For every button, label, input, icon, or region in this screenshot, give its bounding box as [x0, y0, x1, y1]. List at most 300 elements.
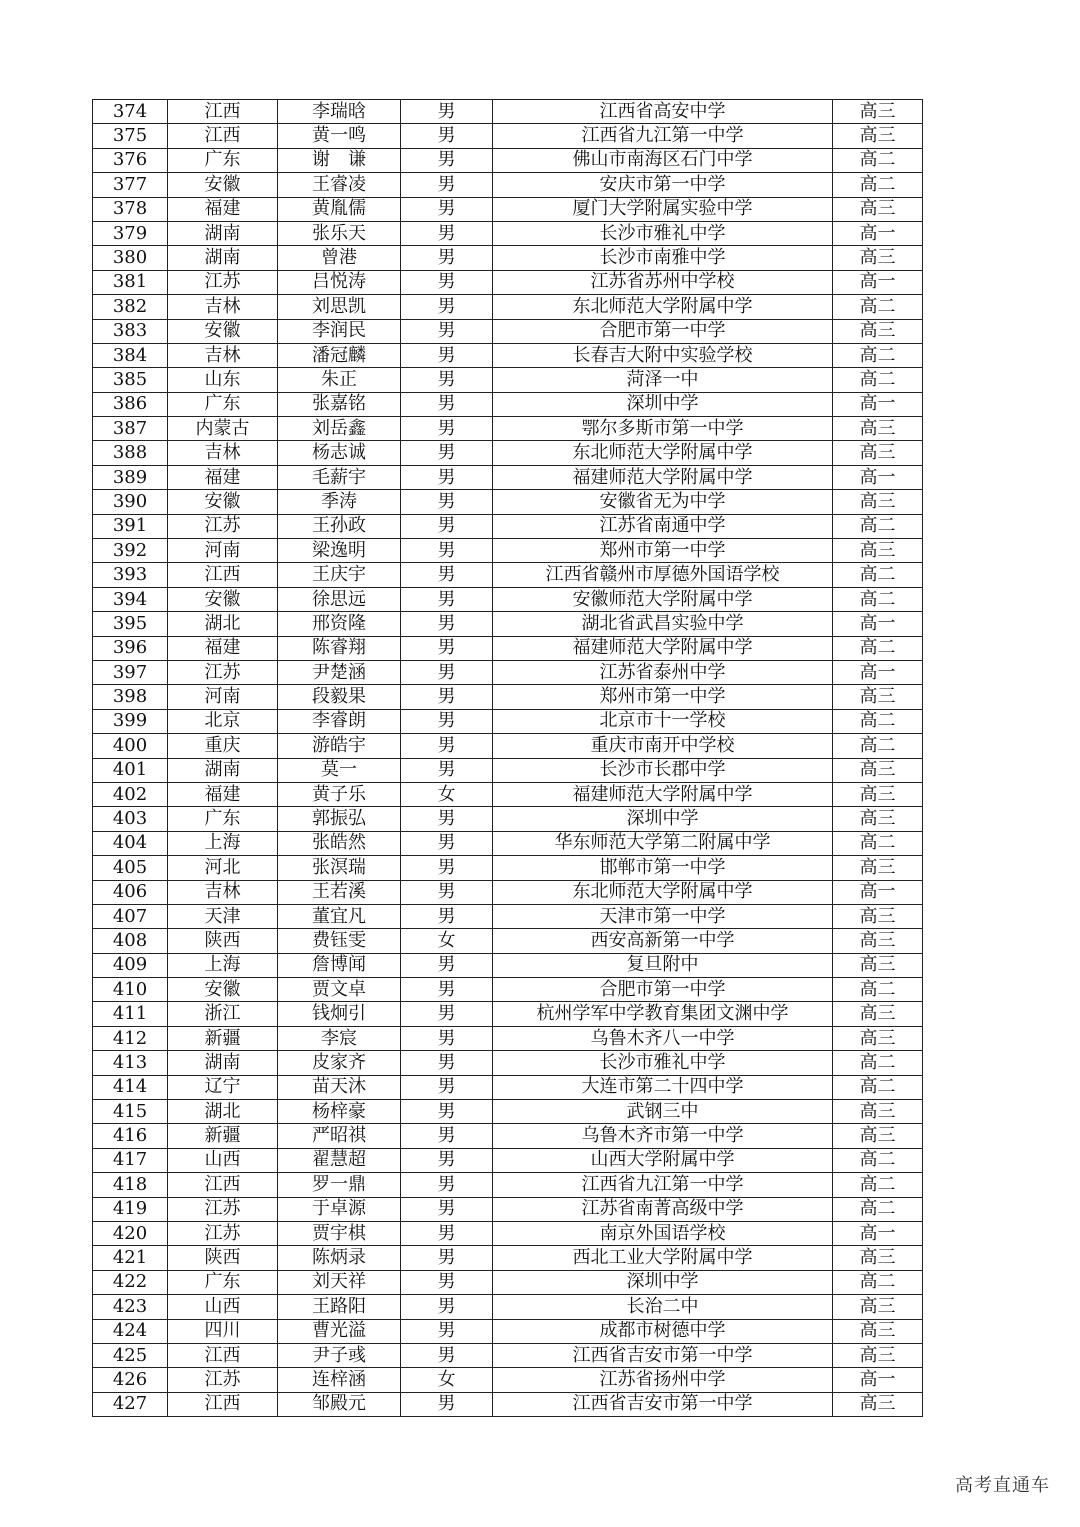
table-row [93, 904, 923, 928]
gender-cell: 男 [401, 1148, 493, 1172]
gender-cell: 男 [401, 295, 493, 319]
province-cell: 安徽 [168, 173, 278, 197]
row-number-cell: 414 [93, 1075, 168, 1099]
school-cell: 西安高新第一中学 [493, 929, 833, 953]
table-row [93, 929, 923, 953]
grade-cell: 高三 [833, 124, 923, 148]
name-cell: 王路阳 [278, 1295, 401, 1319]
province-cell: 广东 [168, 807, 278, 831]
province-cell: 福建 [168, 465, 278, 489]
row-number-cell: 402 [93, 782, 168, 806]
name-cell: 李宸 [278, 1026, 401, 1050]
name-cell: 贾宇棋 [278, 1221, 401, 1245]
province-cell: 新疆 [168, 1124, 278, 1148]
table-row [93, 1221, 923, 1245]
gender-cell: 男 [401, 1124, 493, 1148]
name-cell: 李润民 [278, 319, 401, 343]
grade-cell: 高三 [833, 807, 923, 831]
name-cell: 刘天祥 [278, 1270, 401, 1294]
name-cell: 张溟瑞 [278, 856, 401, 880]
row-number-cell: 418 [93, 1173, 168, 1197]
name-cell: 邹殿元 [278, 1392, 401, 1416]
school-cell: 福建师范大学附属中学 [493, 782, 833, 806]
gender-cell: 男 [401, 368, 493, 392]
gender-cell: 男 [401, 319, 493, 343]
table-row [93, 124, 923, 148]
row-number-cell: 386 [93, 392, 168, 416]
grade-cell: 高三 [833, 441, 923, 465]
province-cell: 福建 [168, 782, 278, 806]
name-cell: 陈炳录 [278, 1246, 401, 1270]
row-number-cell: 412 [93, 1026, 168, 1050]
school-cell: 深圳中学 [493, 392, 833, 416]
table-row [93, 148, 923, 172]
row-number-cell: 381 [93, 270, 168, 294]
name-cell: 段毅果 [278, 685, 401, 709]
grade-cell: 高一 [833, 880, 923, 904]
gender-cell: 男 [401, 246, 493, 270]
name-cell: 尹楚涵 [278, 660, 401, 684]
province-cell: 湖南 [168, 758, 278, 782]
table-row [93, 343, 923, 367]
row-number-cell: 379 [93, 221, 168, 245]
gender-cell: 男 [401, 100, 493, 124]
gender-cell: 男 [401, 1173, 493, 1197]
table-row [93, 514, 923, 538]
grade-cell: 高二 [833, 978, 923, 1002]
gender-cell: 男 [401, 1075, 493, 1099]
row-number-cell: 389 [93, 465, 168, 489]
school-cell: 长沙市雅礼中学 [493, 1051, 833, 1075]
name-cell: 潘冠麟 [278, 343, 401, 367]
row-number-cell: 407 [93, 904, 168, 928]
grade-cell: 高三 [833, 1392, 923, 1416]
grade-cell: 高二 [833, 148, 923, 172]
roster-sheet [92, 99, 923, 1417]
row-number-cell: 388 [93, 441, 168, 465]
province-cell: 江西 [168, 100, 278, 124]
row-number-cell: 427 [93, 1392, 168, 1416]
gender-cell: 男 [401, 1197, 493, 1221]
name-cell: 连梓涵 [278, 1368, 401, 1392]
row-number-cell: 411 [93, 1002, 168, 1026]
row-number-cell: 383 [93, 319, 168, 343]
school-cell: 天津市第一中学 [493, 904, 833, 928]
table-row [93, 270, 923, 294]
province-cell: 湖南 [168, 246, 278, 270]
grade-cell: 高三 [833, 1124, 923, 1148]
school-cell: 大连市第二十四中学 [493, 1075, 833, 1099]
grade-cell: 高一 [833, 1221, 923, 1245]
row-number-cell: 399 [93, 709, 168, 733]
province-cell: 吉林 [168, 295, 278, 319]
grade-cell: 高三 [833, 782, 923, 806]
name-cell: 莫一 [278, 758, 401, 782]
province-cell: 吉林 [168, 343, 278, 367]
school-cell: 长沙市雅礼中学 [493, 221, 833, 245]
name-cell: 董宜凡 [278, 904, 401, 928]
grade-cell: 高三 [833, 490, 923, 514]
school-cell: 江苏省泰州中学 [493, 660, 833, 684]
grade-cell: 高一 [833, 465, 923, 489]
table-row [93, 953, 923, 977]
name-cell: 曹光溢 [278, 1319, 401, 1343]
table-row [93, 660, 923, 684]
province-cell: 广东 [168, 1270, 278, 1294]
name-cell: 皮家齐 [278, 1051, 401, 1075]
row-number-cell: 406 [93, 880, 168, 904]
school-cell: 江苏省南通中学 [493, 514, 833, 538]
name-cell: 黄胤儒 [278, 197, 401, 221]
table-row [93, 465, 923, 489]
gender-cell: 男 [401, 1051, 493, 1075]
name-cell: 吕悦涛 [278, 270, 401, 294]
table-row [93, 1124, 923, 1148]
school-cell: 福建师范大学附属中学 [493, 465, 833, 489]
name-cell: 徐思远 [278, 587, 401, 611]
school-cell: 郑州市第一中学 [493, 685, 833, 709]
row-number-cell: 404 [93, 831, 168, 855]
gender-cell: 男 [401, 392, 493, 416]
gender-cell: 男 [401, 831, 493, 855]
row-number-cell: 425 [93, 1343, 168, 1367]
name-cell: 黄子乐 [278, 782, 401, 806]
school-cell: 厦门大学附属实验中学 [493, 197, 833, 221]
school-cell: 江苏省扬州中学 [493, 1368, 833, 1392]
row-number-cell: 384 [93, 343, 168, 367]
gender-cell: 男 [401, 1246, 493, 1270]
grade-cell: 高二 [833, 734, 923, 758]
table-row [93, 758, 923, 782]
grade-cell: 高三 [833, 100, 923, 124]
gender-cell: 男 [401, 563, 493, 587]
gender-cell: 男 [401, 148, 493, 172]
school-cell: 重庆市南开中学校 [493, 734, 833, 758]
row-number-cell: 396 [93, 636, 168, 660]
grade-cell: 高一 [833, 612, 923, 636]
table-row [93, 612, 923, 636]
school-cell: 华东师范大学第二附属中学 [493, 831, 833, 855]
grade-cell: 高三 [833, 856, 923, 880]
row-number-cell: 380 [93, 246, 168, 270]
table-row [93, 417, 923, 441]
province-cell: 山西 [168, 1148, 278, 1172]
table-row [93, 295, 923, 319]
school-cell: 郑州市第一中学 [493, 539, 833, 563]
gender-cell: 男 [401, 1221, 493, 1245]
gender-cell: 男 [401, 197, 493, 221]
row-number-cell: 395 [93, 612, 168, 636]
gender-cell: 男 [401, 709, 493, 733]
school-cell: 江西省吉安市第一中学 [493, 1392, 833, 1416]
table-row [93, 197, 923, 221]
gender-cell: 男 [401, 1343, 493, 1367]
row-number-cell: 415 [93, 1100, 168, 1124]
grade-cell: 高一 [833, 660, 923, 684]
table-row [93, 392, 923, 416]
gender-cell: 男 [401, 856, 493, 880]
name-cell: 苗天沐 [278, 1075, 401, 1099]
gender-cell: 男 [401, 514, 493, 538]
school-cell: 邯郸市第一中学 [493, 856, 833, 880]
table-row [93, 1246, 923, 1270]
province-cell: 内蒙古 [168, 417, 278, 441]
province-cell: 安徽 [168, 587, 278, 611]
grade-cell: 高三 [833, 758, 923, 782]
table-row [93, 1392, 923, 1416]
name-cell: 贾文卓 [278, 978, 401, 1002]
grade-cell: 高三 [833, 1026, 923, 1050]
school-cell: 长沙市长郡中学 [493, 758, 833, 782]
province-cell: 广东 [168, 148, 278, 172]
gender-cell: 男 [401, 441, 493, 465]
school-cell: 深圳中学 [493, 1270, 833, 1294]
name-cell: 钱炯引 [278, 1002, 401, 1026]
name-cell: 刘思凯 [278, 295, 401, 319]
row-number-cell: 423 [93, 1295, 168, 1319]
table-row [93, 368, 923, 392]
school-cell: 菏泽一中 [493, 368, 833, 392]
gender-cell: 男 [401, 953, 493, 977]
row-number-cell: 382 [93, 295, 168, 319]
grade-cell: 高二 [833, 1197, 923, 1221]
grade-cell: 高二 [833, 1173, 923, 1197]
name-cell: 尹子彧 [278, 1343, 401, 1367]
grade-cell: 高三 [833, 1319, 923, 1343]
school-cell: 长治二中 [493, 1295, 833, 1319]
row-number-cell: 421 [93, 1246, 168, 1270]
school-cell: 东北师范大学附属中学 [493, 441, 833, 465]
name-cell: 游皓宇 [278, 734, 401, 758]
name-cell: 严昭祺 [278, 1124, 401, 1148]
row-number-cell: 401 [93, 758, 168, 782]
grade-cell: 高二 [833, 709, 923, 733]
school-cell: 江西省九江第一中学 [493, 124, 833, 148]
row-number-cell: 410 [93, 978, 168, 1002]
province-cell: 江西 [168, 1173, 278, 1197]
school-cell: 佛山市南海区石门中学 [493, 148, 833, 172]
name-cell: 詹博闻 [278, 953, 401, 977]
row-number-cell: 375 [93, 124, 168, 148]
school-cell: 江苏省南菁高级中学 [493, 1197, 833, 1221]
gender-cell: 男 [401, 173, 493, 197]
table-row [93, 1051, 923, 1075]
row-number-cell: 374 [93, 100, 168, 124]
name-cell: 季涛 [278, 490, 401, 514]
table-row [93, 490, 923, 514]
province-cell: 山西 [168, 1295, 278, 1319]
name-cell: 梁逸明 [278, 539, 401, 563]
name-cell: 朱正 [278, 368, 401, 392]
province-cell: 河南 [168, 685, 278, 709]
row-number-cell: 393 [93, 563, 168, 587]
gender-cell: 男 [401, 685, 493, 709]
province-cell: 河南 [168, 539, 278, 563]
table-row [93, 978, 923, 1002]
province-cell: 福建 [168, 197, 278, 221]
province-cell: 湖南 [168, 221, 278, 245]
province-cell: 江西 [168, 1343, 278, 1367]
gender-cell: 男 [401, 612, 493, 636]
gender-cell: 男 [401, 636, 493, 660]
row-number-cell: 413 [93, 1051, 168, 1075]
gender-cell: 男 [401, 758, 493, 782]
gender-cell: 男 [401, 1026, 493, 1050]
province-cell: 安徽 [168, 978, 278, 1002]
gender-cell: 男 [401, 1295, 493, 1319]
table-row [93, 1148, 923, 1172]
province-cell: 河北 [168, 856, 278, 880]
name-cell: 杨梓豪 [278, 1100, 401, 1124]
province-cell: 重庆 [168, 734, 278, 758]
province-cell: 吉林 [168, 880, 278, 904]
province-cell: 北京 [168, 709, 278, 733]
name-cell: 杨志诚 [278, 441, 401, 465]
school-cell: 复旦附中 [493, 953, 833, 977]
province-cell: 吉林 [168, 441, 278, 465]
name-cell: 黄一鸣 [278, 124, 401, 148]
gender-cell: 男 [401, 490, 493, 514]
table-row [93, 539, 923, 563]
table-row [93, 1368, 923, 1392]
province-cell: 江苏 [168, 1221, 278, 1245]
table-row [93, 1075, 923, 1099]
grade-cell: 高二 [833, 368, 923, 392]
row-number-cell: 394 [93, 587, 168, 611]
table-row [93, 100, 923, 124]
grade-cell: 高二 [833, 636, 923, 660]
province-cell: 湖北 [168, 612, 278, 636]
table-row [93, 319, 923, 343]
table-row [93, 587, 923, 611]
table-row [93, 685, 923, 709]
gender-cell: 男 [401, 587, 493, 611]
school-cell: 江苏省苏州中学校 [493, 270, 833, 294]
grade-cell: 高二 [833, 1270, 923, 1294]
grade-cell: 高二 [833, 587, 923, 611]
row-number-cell: 422 [93, 1270, 168, 1294]
school-cell: 安庆市第一中学 [493, 173, 833, 197]
table-row [93, 173, 923, 197]
province-cell: 新疆 [168, 1026, 278, 1050]
row-number-cell: 397 [93, 660, 168, 684]
school-cell: 成都市树德中学 [493, 1319, 833, 1343]
grade-cell: 高二 [833, 343, 923, 367]
row-number-cell: 403 [93, 807, 168, 831]
row-number-cell: 405 [93, 856, 168, 880]
gender-cell: 男 [401, 1319, 493, 1343]
table-row [93, 1002, 923, 1026]
school-cell: 长沙市南雅中学 [493, 246, 833, 270]
school-cell: 乌鲁木齐八一中学 [493, 1026, 833, 1050]
row-number-cell: 392 [93, 539, 168, 563]
name-cell: 郭振弘 [278, 807, 401, 831]
row-number-cell: 378 [93, 197, 168, 221]
province-cell: 陕西 [168, 1246, 278, 1270]
school-cell: 北京市十一学校 [493, 709, 833, 733]
name-cell: 李睿朗 [278, 709, 401, 733]
name-cell: 费钰雯 [278, 929, 401, 953]
province-cell: 江西 [168, 124, 278, 148]
roster-table [92, 99, 923, 1417]
school-cell: 深圳中学 [493, 807, 833, 831]
row-number-cell: 426 [93, 1368, 168, 1392]
grade-cell: 高三 [833, 1343, 923, 1367]
gender-cell: 男 [401, 417, 493, 441]
province-cell: 江苏 [168, 270, 278, 294]
province-cell: 湖南 [168, 1051, 278, 1075]
province-cell: 辽宁 [168, 1075, 278, 1099]
name-cell: 李瑞晗 [278, 100, 401, 124]
name-cell: 于卓源 [278, 1197, 401, 1221]
grade-cell: 高三 [833, 953, 923, 977]
gender-cell: 男 [401, 1002, 493, 1026]
grade-cell: 高二 [833, 1148, 923, 1172]
gender-cell: 男 [401, 880, 493, 904]
school-cell: 东北师范大学附属中学 [493, 880, 833, 904]
name-cell: 罗一鼎 [278, 1173, 401, 1197]
gender-cell: 男 [401, 1392, 493, 1416]
gender-cell: 男 [401, 978, 493, 1002]
table-row [93, 563, 923, 587]
row-number-cell: 391 [93, 514, 168, 538]
grade-cell: 高三 [833, 1002, 923, 1026]
grade-cell: 高三 [833, 246, 923, 270]
row-number-cell: 385 [93, 368, 168, 392]
school-cell: 杭州学军中学教育集团文渊中学 [493, 1002, 833, 1026]
school-cell: 江西省赣州市厚德外国语学校 [493, 563, 833, 587]
grade-cell: 高一 [833, 221, 923, 245]
table-row [93, 1270, 923, 1294]
grade-cell: 高三 [833, 1246, 923, 1270]
row-number-cell: 387 [93, 417, 168, 441]
grade-cell: 高三 [833, 685, 923, 709]
gender-cell: 男 [401, 904, 493, 928]
name-cell: 张乐天 [278, 221, 401, 245]
name-cell: 谢 谦 [278, 148, 401, 172]
school-cell: 合肥市第一中学 [493, 319, 833, 343]
name-cell: 王睿凌 [278, 173, 401, 197]
table-row [93, 1173, 923, 1197]
grade-cell: 高一 [833, 1368, 923, 1392]
province-cell: 江西 [168, 1392, 278, 1416]
school-cell: 西北工业大学附属中学 [493, 1246, 833, 1270]
grade-cell: 高二 [833, 563, 923, 587]
table-row [93, 221, 923, 245]
gender-cell: 男 [401, 270, 493, 294]
province-cell: 上海 [168, 831, 278, 855]
province-cell: 江西 [168, 563, 278, 587]
province-cell: 陕西 [168, 929, 278, 953]
gender-cell: 女 [401, 1368, 493, 1392]
table-row [93, 856, 923, 880]
province-cell: 江苏 [168, 1368, 278, 1392]
grade-cell: 高二 [833, 831, 923, 855]
gender-cell: 男 [401, 343, 493, 367]
name-cell: 陈睿翔 [278, 636, 401, 660]
province-cell: 四川 [168, 1319, 278, 1343]
gender-cell: 男 [401, 1270, 493, 1294]
grade-cell: 高二 [833, 514, 923, 538]
row-number-cell: 416 [93, 1124, 168, 1148]
school-cell: 安徽师范大学附属中学 [493, 587, 833, 611]
gender-cell: 男 [401, 807, 493, 831]
school-cell: 山西大学附属中学 [493, 1148, 833, 1172]
table-row [93, 1026, 923, 1050]
school-cell: 江西省九江第一中学 [493, 1173, 833, 1197]
watermark-text: 高考直通车 [955, 1475, 1050, 1496]
table-row [93, 441, 923, 465]
